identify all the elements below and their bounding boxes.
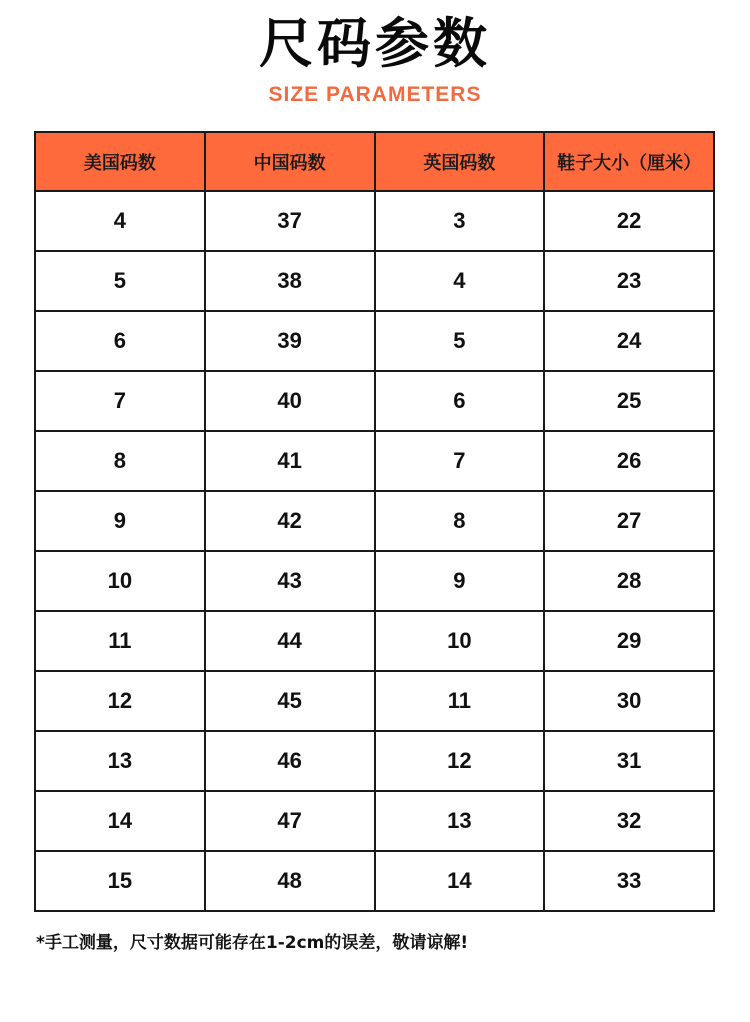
- column-header-shoe-length: 鞋子大小（厘米）: [544, 132, 714, 191]
- cn-size-cell: 37: [205, 191, 375, 251]
- us-size-cell: 8: [35, 431, 205, 491]
- table-body: [35, 191, 714, 911]
- us-size-cell: 6: [35, 311, 205, 371]
- us-size-cell: 9: [35, 491, 205, 551]
- shoe-length-cell: 31: [544, 731, 714, 791]
- shoe-length-cell: 27: [544, 491, 714, 551]
- uk-size-cell: 14: [375, 851, 545, 911]
- uk-size-cell: 11: [375, 671, 545, 731]
- table-row: [35, 611, 714, 671]
- shoe-length-cell: 26: [544, 431, 714, 491]
- measurement-note: *手工测量，尺寸数据可能存在1-2cm的误差，敬请谅解!: [36, 933, 469, 953]
- us-size-cell: 15: [35, 851, 205, 911]
- shoe-length-cell: 23: [544, 251, 714, 311]
- us-size-cell: 7: [35, 371, 205, 431]
- cn-size-cell: 44: [205, 611, 375, 671]
- shoe-length-cell: 33: [544, 851, 714, 911]
- uk-size-cell: 8: [375, 491, 545, 551]
- size-table: [34, 131, 715, 912]
- cn-size-cell: 43: [205, 551, 375, 611]
- table-row: [35, 191, 714, 251]
- us-size-cell: 4: [35, 191, 205, 251]
- uk-size-cell: 5: [375, 311, 545, 371]
- uk-size-cell: 13: [375, 791, 545, 851]
- shoe-length-cell: 24: [544, 311, 714, 371]
- table-row: [35, 791, 714, 851]
- us-size-cell: 5: [35, 251, 205, 311]
- cn-size-cell: 47: [205, 791, 375, 851]
- uk-size-cell: 12: [375, 731, 545, 791]
- cn-size-cell: 40: [205, 371, 375, 431]
- shoe-length-cell: 28: [544, 551, 714, 611]
- cn-size-cell: 42: [205, 491, 375, 551]
- cn-size-cell: 46: [205, 731, 375, 791]
- table-row: [35, 551, 714, 611]
- us-size-cell: 11: [35, 611, 205, 671]
- shoe-length-cell: 22: [544, 191, 714, 251]
- table-row: [35, 251, 714, 311]
- table-row: [35, 371, 714, 431]
- column-header-cn-size: 中国码数: [205, 132, 375, 191]
- us-size-cell: 12: [35, 671, 205, 731]
- us-size-cell: 14: [35, 791, 205, 851]
- table-row: [35, 491, 714, 551]
- table-row: [35, 731, 714, 791]
- uk-size-cell: 7: [375, 431, 545, 491]
- column-header-uk-size: 英国码数: [375, 132, 545, 191]
- table-row: [35, 431, 714, 491]
- cn-size-cell: 48: [205, 851, 375, 911]
- page-subtitle: SIZE PARAMETERS: [268, 83, 482, 106]
- shoe-length-cell: 29: [544, 611, 714, 671]
- cn-size-cell: 45: [205, 671, 375, 731]
- table-row: [35, 311, 714, 371]
- table-row: [35, 851, 714, 911]
- cn-size-cell: 38: [205, 251, 375, 311]
- shoe-length-cell: 25: [544, 371, 714, 431]
- uk-size-cell: 6: [375, 371, 545, 431]
- cn-size-cell: 39: [205, 311, 375, 371]
- shoe-length-cell: 32: [544, 791, 714, 851]
- us-size-cell: 10: [35, 551, 205, 611]
- uk-size-cell: 4: [375, 251, 545, 311]
- page-title: 尺码参数: [259, 12, 491, 75]
- uk-size-cell: 10: [375, 611, 545, 671]
- shoe-length-cell: 30: [544, 671, 714, 731]
- column-header-us-size: 美国码数: [35, 132, 205, 191]
- table-header-row: [35, 132, 714, 191]
- cn-size-cell: 41: [205, 431, 375, 491]
- us-size-cell: 13: [35, 731, 205, 791]
- uk-size-cell: 9: [375, 551, 545, 611]
- uk-size-cell: 3: [375, 191, 545, 251]
- table-row: [35, 671, 714, 731]
